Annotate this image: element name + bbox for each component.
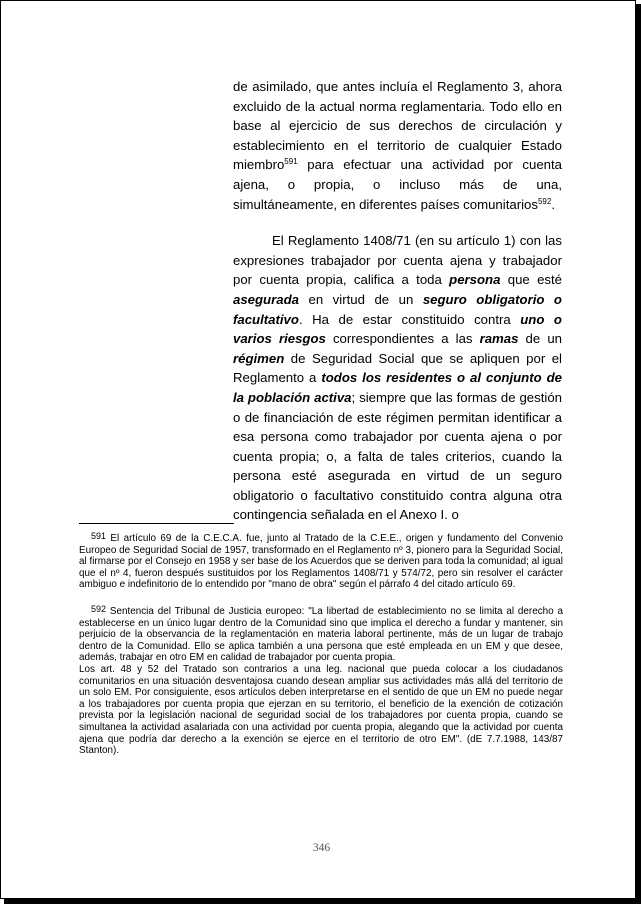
text-run: . — [551, 196, 555, 212]
footnote-text: El artículo 69 de la C.E.C.A. fue, junto al Tratado de la C.E.E., origen y fundamento del Convenio Europeo de Seguridad Social de 1957, transformado en el Reglamento nº 3, pionero para la Seguridad Social, al firmarse por el Consejo en 1958 y ser base de los Acuerdos que se deriven para toda la comunidad; al igual que el nº 4, fueron después sustituidos por los Reglamentos 1408/71 y 574/72, pero sin resolver el carácter ambiguo e indefinitorio de lo entendido por "mano de obra" según el párrafo 4 del citado artículo 69. — [79, 533, 563, 591]
footnote-592-continuation: Los art. 48 y 52 del Tratado son contrarios a una leg. nacional que pueda colocar a los ciudadanos comunitarios en una situación desventajosa cuando desean ampliar sus actividades más allá del territorio de un solo EM. Por consiguiente, esos artículos deben interpretarse en el sentido de que un EM no puede negar a los trabajadores por cuenta propia que ejerzan en su territorio, el beneficio de la exención de cotización prevista por la legislación nacional de seguridad social de los trabajadores por cuenta propia, cuando se simultanea la actividad asalariada con una actividad por cuenta propia, alegando que la actividad por cuenta ajena que podría dar derecho a la exención se ejerce en el territorio de otro EM". (dE 7.7.1988, 143/87 Stanton). — [79, 663, 563, 757]
main-text — [233, 77, 562, 525]
text-run: de Seguridad Social que se apliquen por el Reglamento a — [233, 350, 562, 386]
text-run: ; siempre que las formas de gestión o de financiación de este régimen permitan identificar a esa persona como trabajador por cuenta ajena o por cuenta propia; o, a falta de tales criterios, cuando la persona esté asegurada en virtud de un seguro obligatorio o facultativo constituido contra alguna otra contingencia señalada en el Anexo I. o — [233, 389, 562, 523]
text-run: en virtud de un — [298, 291, 423, 307]
page-shadow-bottom — [4, 899, 641, 904]
page-number: 346 — [312, 842, 331, 854]
text-run: de un — [518, 331, 562, 347]
emphasis: régimen — [233, 350, 285, 366]
emphasis: todos los residentes o al conjunto de la población activa — [233, 370, 562, 405]
text-run: para efectuar una actividad por cuenta ajena, o propia, o incluso más de una, simultáneamente, en diferentes países comunitarios — [233, 157, 562, 212]
paragraph-1 — [233, 77, 562, 214]
emphasis: ramas — [479, 331, 519, 347]
emphasis: uno o varios riesgos — [233, 311, 562, 347]
paragraph-2 — [233, 231, 562, 525]
footnote-number: 592 — [91, 603, 107, 614]
page-shadow-right — [636, 4, 641, 904]
footnote-ref-592[interactable]: 592 — [537, 196, 552, 206]
footnote-number: 591 — [91, 531, 107, 541]
text-run: . Ha de estar constituido contra — [298, 311, 521, 327]
emphasis: asegurada — [233, 291, 299, 307]
text-run: que esté — [500, 272, 562, 288]
emphasis: seguro obligatorio o facultativo — [233, 291, 562, 327]
footnote-591 — [79, 531, 563, 591]
emphasis: persona — [449, 272, 501, 288]
footnote-separator — [79, 523, 234, 524]
text-run: correspondientes a las — [325, 331, 480, 347]
footnotes — [79, 531, 563, 757]
footnote-ref-591[interactable]: 591 — [284, 157, 298, 167]
text-run: de asimilado, que antes incluía el Reglamento 3, ahora excluido de la actual norma reglamentaria. Todo ello en base al ejercicio de sus derechos de circulación y establecimiento en el territorio de cualquier Estado miembro — [233, 79, 562, 173]
footnote-592 — [79, 604, 563, 664]
footnote-text: Sentencia del Tribunal de Justicia europeo: "La libertad de establecimiento no se limita al derecho a establecerse en un único lugar dentro de la Comunidad sino que implica el derecho a fundar y mantener, sin perjuicio de la observancia de la reglamentación en materia laboral pertinente, más de un lugar de trabajo dentro de la Comunidad. Ello se aplica también a una persona que esté empleada en un EM y que desee, además, trabajar en otro EM en calidad de trabajador por cuenta propia. — [79, 605, 563, 664]
text-run: El Reglamento 1408/71 (en su artículo 1) con las expresiones trabajador por cuenta ajena y trabajador por cuenta propia, califica a toda — [233, 233, 562, 288]
